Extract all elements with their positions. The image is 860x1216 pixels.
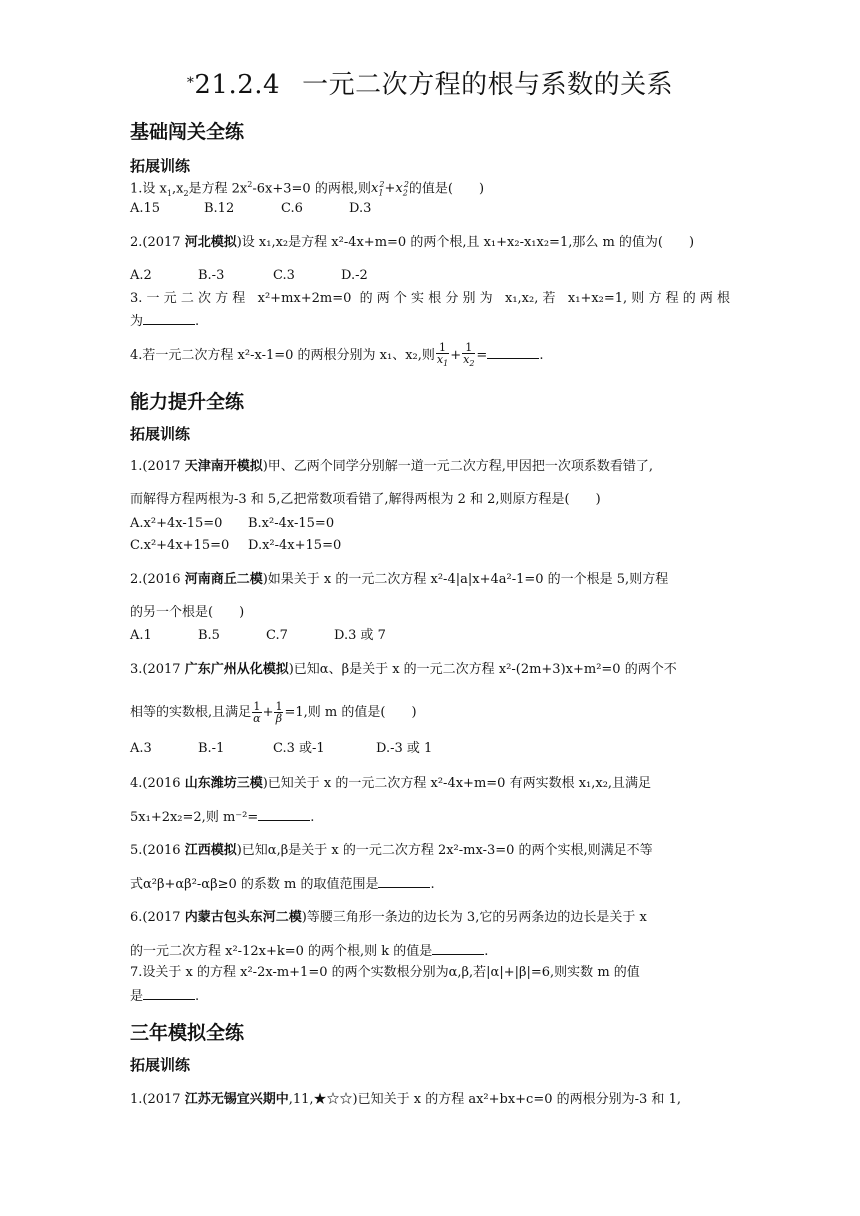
option-b: B.-1	[198, 741, 225, 756]
beta-reciprocal-fraction: $\frac{1}{\beta}$	[275, 700, 283, 725]
answer-blank	[378, 874, 430, 888]
alpha-reciprocal-fraction: $\frac{1}{\alpha}$	[253, 700, 261, 725]
basic-question-1: 1.设 $x_1,x_2$是方程 $2x^2-6x+3=0$ 的两根,则$x_1^2+x_2^2$的值是( )	[130, 180, 485, 198]
question-source: 天津南开模拟	[184, 459, 263, 474]
option-c: C.3	[273, 268, 295, 283]
answer-blank	[487, 345, 539, 359]
option-d: D.-3 或 1	[376, 741, 433, 756]
question-source: 广东广州从化模拟	[184, 662, 289, 677]
question-source: 河南商丘二模	[184, 572, 263, 587]
question-source: 江西模拟	[184, 843, 237, 858]
squares-sum-expression: $x_1^2+x_2^2$	[370, 180, 409, 198]
option-c: C.7	[266, 628, 288, 643]
ability-question-4: 4.(2016 山东潍坊三模)已知关于 x 的一元二次方程 x²-4x+m=0 有两实数根 x₁,x₂,且满足	[130, 776, 652, 791]
ability-question-4-line-2: 5x₁+2x₂=2,则 m⁻²= .	[130, 807, 314, 828]
option-a: A.3	[130, 741, 152, 756]
ability-question-5: 5.(2016 江西模拟)已知α,β是关于 x 的一元二次方程 2x²-mx-3=0 的两个实根,则满足不等	[130, 843, 653, 858]
option-d: D.3	[349, 201, 372, 216]
option-b: B.x²-4x-15=0	[248, 516, 335, 531]
question-source: 山东潍坊三模	[184, 776, 263, 791]
basic-question-4: 4.若一元二次方程 x²-x-1=0 的两根分别为 x₁、x₂,则 $\frac{1}{x_1}$ + $\frac{1}{x_2}$ = .	[130, 341, 544, 369]
answer-blank	[143, 311, 195, 325]
ability-question-5-line-2: 式α²β+αβ²-αβ≥0 的系数 m 的取值范围是 .	[130, 874, 435, 895]
three-year-question-1: 1.(2017 江苏无锡宜兴期中,11,★☆☆)已知关于 x 的方程 ax²+bx+c=0 的两根分别为-3 和 1,	[130, 1092, 681, 1107]
answer-blank	[432, 941, 484, 955]
basic-question-2: 2.(2017 河北模拟)设 x₁,x₂是方程 x²-4x+m=0 的两个根,且 x₁+x₂-x₁x₂=1,那么 m 的值为( )	[130, 235, 695, 250]
title-text: 一元二次方程的根与系数的关系	[302, 70, 674, 100]
subheading-three-year: 拓展训练	[130, 1056, 191, 1074]
ability-question-3: 3.(2017 广东广州从化模拟)已知α、β是关于 x 的一元二次方程 x²-(2m+3)x+m²=0 的两个不	[130, 662, 677, 677]
ability-question-1-options-row-2	[130, 536, 341, 556]
question-source: 内蒙古包头东河二模	[184, 910, 302, 925]
question-source: 河北模拟	[184, 235, 237, 250]
reciprocal-fraction-1: $\frac{1}{x_1}$	[436, 341, 449, 369]
option-a: A.x²+4x-15=0	[130, 516, 223, 531]
option-d: D.x²-4x+15=0	[248, 538, 342, 553]
subheading-basic: 拓展训练	[130, 157, 191, 175]
option-b: B.-3	[198, 268, 225, 283]
basic-question-2-options	[130, 266, 368, 286]
reciprocal-fraction-2: $\frac{1}{x_2}$	[463, 341, 475, 369]
ability-question-6-line-2: 的一元二次方程 x²-12x+k=0 的两个根,则 k 的值是 .	[130, 941, 488, 962]
ability-question-1: 1.(2017 天津南开模拟)甲、乙两个同学分别解一道一元二次方程,甲因把一次项系数看错了,	[130, 459, 654, 474]
ability-question-3-line-2: 相等的实数根,且满足 $\frac{1}{\alpha}$ + $\frac{1}{\beta}$ =1,则 m 的值是( )	[130, 700, 417, 725]
ability-question-2-options	[130, 626, 386, 646]
question-source: 江苏无锡宜兴期中	[184, 1092, 289, 1107]
option-b: B.5	[198, 628, 220, 643]
subheading-ability: 拓展训练	[130, 425, 191, 443]
ability-question-1-line-2: 而解得方程两根为-3 和 5,乙把常数项看错了,解得两根为 2 和 2,则原方程是( )	[130, 492, 601, 507]
ability-question-2-line-2: 的另一个根是( )	[130, 605, 245, 620]
ability-question-1-options-row-1	[130, 514, 334, 534]
page-title	[0, 68, 860, 102]
ability-question-6: 6.(2017 内蒙古包头东河二模)等腰三角形一条边的边长为 3,它的另两条边的边长是关于 x	[130, 910, 647, 925]
option-d: D.-2	[341, 268, 368, 283]
option-c: C.6	[281, 201, 303, 216]
answer-blank	[258, 807, 310, 821]
title-star: *	[186, 75, 195, 91]
option-a: A.2	[130, 268, 152, 283]
option-a: A.15	[130, 201, 161, 216]
ability-question-3-options	[130, 739, 432, 759]
ability-question-7-line-2: 是 .	[130, 986, 199, 1007]
basic-question-3-line-2: 为 .	[130, 311, 199, 332]
option-a: A.1	[130, 628, 152, 643]
option-c: C.3 或-1	[273, 741, 325, 756]
basic-question-1-options	[130, 199, 371, 219]
section-heading-three-year: 三年模拟全练	[130, 1022, 245, 1044]
section-heading-ability: 能力提升全练	[130, 391, 245, 413]
ability-question-7: 7.设关于 x 的方程 x²-2x-m+1=0 的两个实数根分别为α,β,若|α|+|β|=6,则实数 m 的值	[130, 965, 640, 980]
basic-question-3: 3.一元二次方程 x²+mx+2m=0 的两个实根分别为 x₁,x₂,若 x₁+x₂=1,则方程的两根	[130, 291, 730, 306]
section-heading-basic: 基础闯关全练	[130, 121, 245, 143]
option-d: D.3 或 7	[334, 628, 386, 643]
ability-question-2: 2.(2016 河南商丘二模)如果关于 x 的一元二次方程 x²-4|a|x+4a²-1=0 的一个根是 5,则方程	[130, 572, 669, 587]
title-number: 21.2.4	[194, 70, 281, 100]
option-c: C.x²+4x+15=0	[130, 538, 230, 553]
answer-blank	[143, 986, 195, 1000]
option-b: B.12	[204, 201, 235, 216]
